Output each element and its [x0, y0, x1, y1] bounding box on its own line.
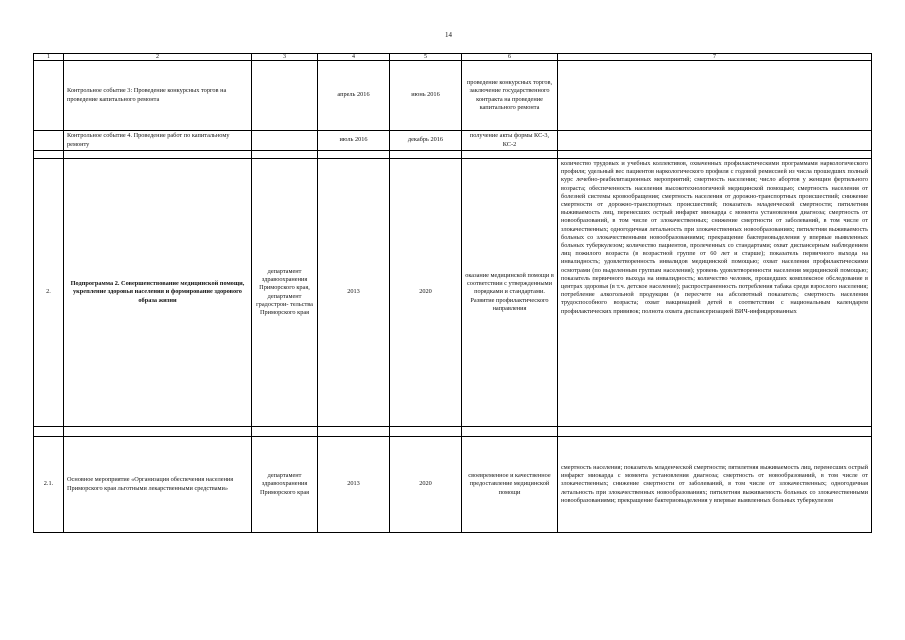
column-header: 1	[34, 54, 64, 61]
row-number	[34, 427, 64, 437]
table-row	[34, 437, 872, 533]
executor	[252, 151, 318, 159]
executor	[252, 61, 318, 131]
column-header: 3	[252, 54, 318, 61]
start-date: 2013	[318, 159, 390, 427]
expected-result: проведение конкурсных торгов, заключение государственного контракта на проведение капитального ремонта	[462, 61, 558, 131]
start-date	[318, 151, 390, 159]
row-number: 2.1.	[34, 437, 64, 533]
subprogram-name: Подпрограмма 2. Совершенствование медицинской помощи, укрепление здоровья населения и формирование здорового образа жизни	[64, 159, 252, 427]
event-name: Контрольное событие 3: Проведение конкурсных торгов на проведение капитального ремонта	[64, 61, 252, 131]
table-row	[34, 151, 872, 159]
column-header: 5	[390, 54, 462, 61]
indicators: смертность населения; показатель младенческой смертности; пятилетняя выживаемость лиц, перенесших острый инфаркт миокарда с момента установления диагноза; смертность от новообразований, в том числе от злокачественных; снижение смертности от заболеваний, в том числе от злокачественных; одногодичная летальность при злокачественных новообразованиях; пятилетняя выживаемость больных со злокачественными новообразованиями; прекращение бактериовыделения у впервые выявленных больных туберкулезом	[558, 437, 872, 533]
indicators	[558, 151, 872, 159]
row-number	[34, 151, 64, 159]
table-row	[34, 131, 872, 151]
end-date: 2020	[390, 159, 462, 427]
start-date	[318, 427, 390, 437]
indicators	[558, 131, 872, 151]
executor: департамент здравоохранения Приморского края	[252, 437, 318, 533]
executor	[252, 131, 318, 151]
indicators	[558, 427, 872, 437]
start-date: апрель 2016	[318, 61, 390, 131]
expected-result: оказание медицинской помощи в соответствии с утвержденными порядками и стандартами. Развитие профилактического направления	[462, 159, 558, 427]
expected-result: своевременное и качественное предоставление медицинской помощи	[462, 437, 558, 533]
expected-result	[462, 151, 558, 159]
column-header: 6	[462, 54, 558, 61]
row-number	[34, 61, 64, 131]
column-header: 2	[64, 54, 252, 61]
expected-result	[462, 427, 558, 437]
column-header: 7	[558, 54, 872, 61]
table-row	[34, 427, 872, 437]
column-header: 4	[318, 54, 390, 61]
start-date: июль 2016	[318, 131, 390, 151]
end-date: июнь 2016	[390, 61, 462, 131]
executor	[252, 427, 318, 437]
page-number: 14	[445, 31, 452, 39]
indicators: количество трудовых и учебных коллективов, охваченных профилактическими программами наркологического профиля; удельный вес пациентов наркологического профиля с годовой ремиссией из числа прошедших полный курс лечебно-реабилитационных мероприятий; смертность населения; число абортов у женщин фертильного возраста; обеспеченность населения высокотехнологичной медицинской помощью; смертность населения от болезней системы кровообращения; смертность населения от дорожно-транспортных происшествий; снижение смертности от дорожно-транспортных происшествий; показатель младенческой смертности; пятилетняя выживаемость лиц, перенесших острый инфаркт миокарда с момента установления диагноза; смертность от новообразований, в том числе от злокачественных; снижение смертности от заболеваний, в том числе от злокачественных; одногодичная летальность при злокачественных новообразованиях; пятилетняя выживаемость больных со злокачественными новообразованиями; прекращение бактериовыделения у впервые выявленных больных туберкулезом; количество пациентов, пролеченных со стандартами; охват диспансерным наблюдением лиц пожилого возраста (в возрастной группе от 60 лет и старше); показатель первичного выхода на инвалидность; удовлетворенность инвалидов медицинской помощью; охват населения профилактическими осмотрами (по выделенным группам населения); уровень удовлетворенности населения медицинской помощью; показатель первичного выхода на инвалидность; количество человек, прошедших комплексное обследование в центрах здоровья (в т.ч. детское население); распространенность потребления табака среди взрослого населения; потребление алкогольной продукции (в пересчете на абсолютный показатель; смертность населения трудоспособного возраста; охват вакцинацией детей в соответствии с национальным календарем профилактических прививок; полнота охвата диспансеризацией ВИЧ-инфицированных	[558, 159, 872, 427]
event-name: Контрольное событие 4. Проведение работ по капитальному ремонту	[64, 131, 252, 151]
executor: департамент здравоохранения Приморского края, департамент градострои- тельства Приморского края	[252, 159, 318, 427]
end-date	[390, 151, 462, 159]
event-name: Основное мероприятие «Организация обеспечения населения Приморского края льготными лекарственными средствами»	[64, 437, 252, 533]
expected-result: получение акты формы КС-3, КС-2	[462, 131, 558, 151]
end-date	[390, 427, 462, 437]
start-date: 2013	[318, 437, 390, 533]
table-row	[34, 159, 872, 427]
indicators	[558, 61, 872, 131]
table-row	[34, 61, 872, 131]
end-date: 2020	[390, 437, 462, 533]
event-name	[64, 427, 252, 437]
program-table	[33, 53, 872, 533]
event-name	[64, 151, 252, 159]
column-number-row	[34, 54, 872, 61]
end-date: декабрь 2016	[390, 131, 462, 151]
row-number: 2.	[34, 159, 64, 427]
row-number	[34, 131, 64, 151]
